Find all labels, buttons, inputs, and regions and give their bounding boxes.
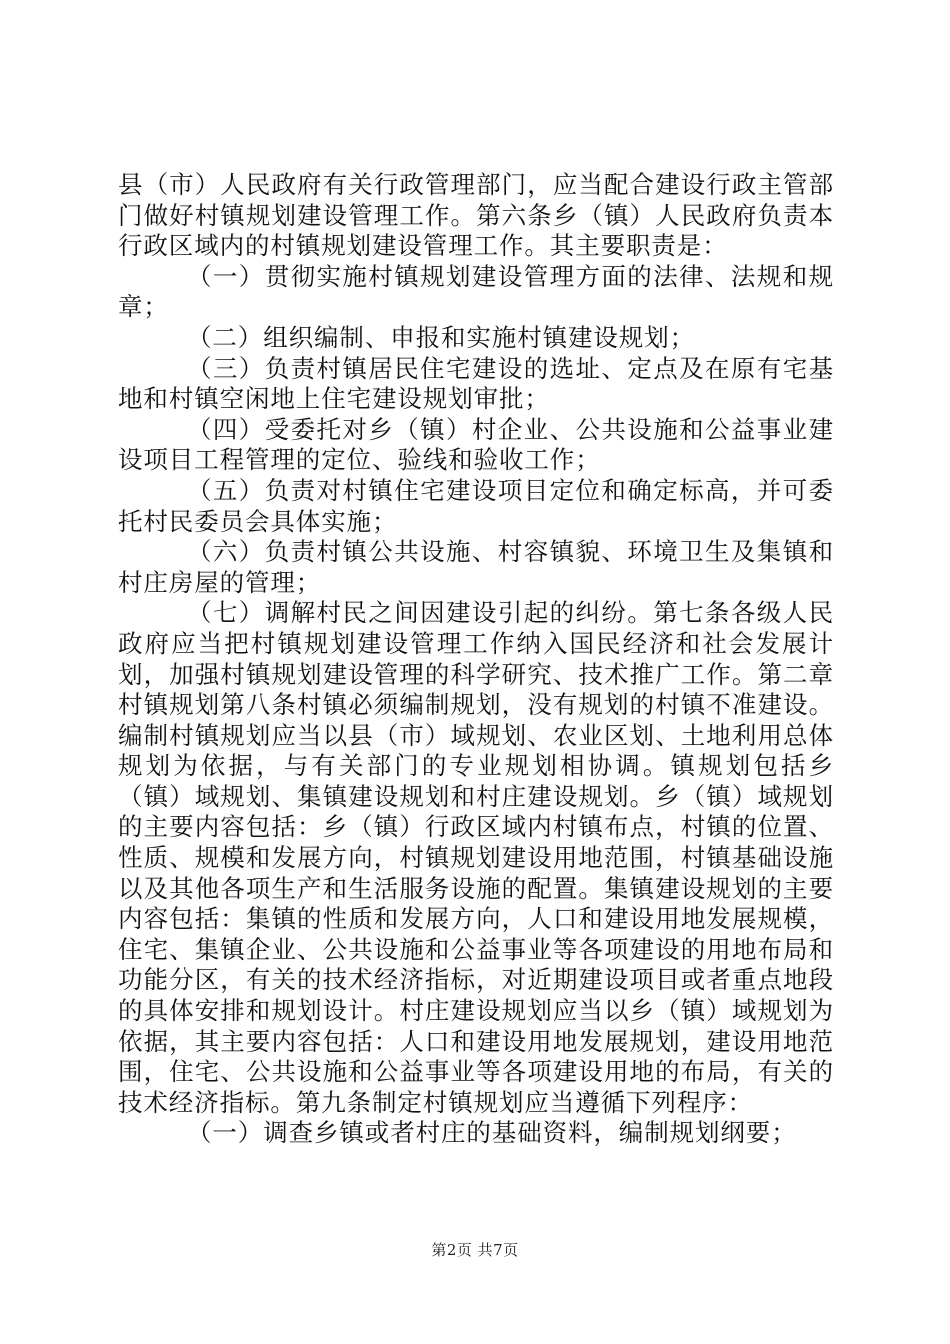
paragraph-duty-4: （四）受委托对乡（镇）村企业、公共设施和公益事业建设项目工程管理的定位、验线和验收工作； (118, 414, 834, 475)
paragraph-duty-2: （二）组织编制、申报和实施村镇建设规划； (187, 322, 695, 352)
paragraph-duty-7-and-planning: （七）调解村民之间因建设引起的纠纷。第七条各级人民政府应当把村镇规划建设管理工作纳入国民经济和社会发展计划，加强村镇规划建设管理的科学研究、技术推广工作。第二章村镇规划第八条村镇必须编制规划，没有规划的村镇不准建设。编制村镇规划应当以县（市）域规划、农业区划、土地利用总体规划为依据，与有关部门的专业规划相协调。镇规划包括乡（镇）域规划、集镇建设规划和村庄建设规划。乡（镇）域规划的主要内容包括：乡（镇）行政区域内村镇布点，村镇的位置、性质、规模和发展方向，村镇规划建设用地范围，村镇基础设施以及其他各项生产和生活服务设施的配置。集镇建设规划的主要内容包括：集镇的性质和发展方向，人口和建设用地发展规模，住宅、集镇企业、公共设施和公益事业等各项建设的用地布局和功能分区，有关的技术经济指标，对近期建设项目或者重点地段的具体安排和规划设计。村庄建设规划应当以乡（镇）域规划为依据，其主要内容包括：人口和建设用地发展规划，建设用地范围，住宅、公共设施和公益事业等各项建设用地的布局，有关的技术经济指标。第九条制定村镇规划应当遵循下列程序： (118, 598, 834, 1117)
paragraph-procedure-1: （一）调查乡镇或者村庄的基础资料，编制规划纲要； (187, 1118, 797, 1148)
paragraph-duty-6: （六）负责村镇公共设施、村容镇貌、环境卫生及集镇和村庄房屋的管理； (118, 537, 834, 597)
page-number-footer: 第2页 共7页 (431, 1241, 519, 1259)
paragraph-duties-intro: 县（市）人民政府有关行政管理部门，应当配合建设行政主管部门做好村镇规划建设管理工作。第六条乡（镇）人民政府负责本行政区域内的村镇规划建设管理工作。其主要职责是： (118, 170, 834, 261)
paragraph-duty-5: （五）负责对村镇住宅建设项目定位和确定标高，并可委托村民委员会具体实施； (118, 475, 834, 536)
paragraph-duty-1: （一）贯彻实施村镇规划建设管理方面的法律、法规和规章； (118, 261, 834, 322)
paragraph-duty-3: （三）负责村镇居民住宅建设的选址、定点及在原有宅基地和村镇空闲地上住宅建设规划审批； (118, 353, 834, 414)
document-body (118, 170, 834, 1149)
